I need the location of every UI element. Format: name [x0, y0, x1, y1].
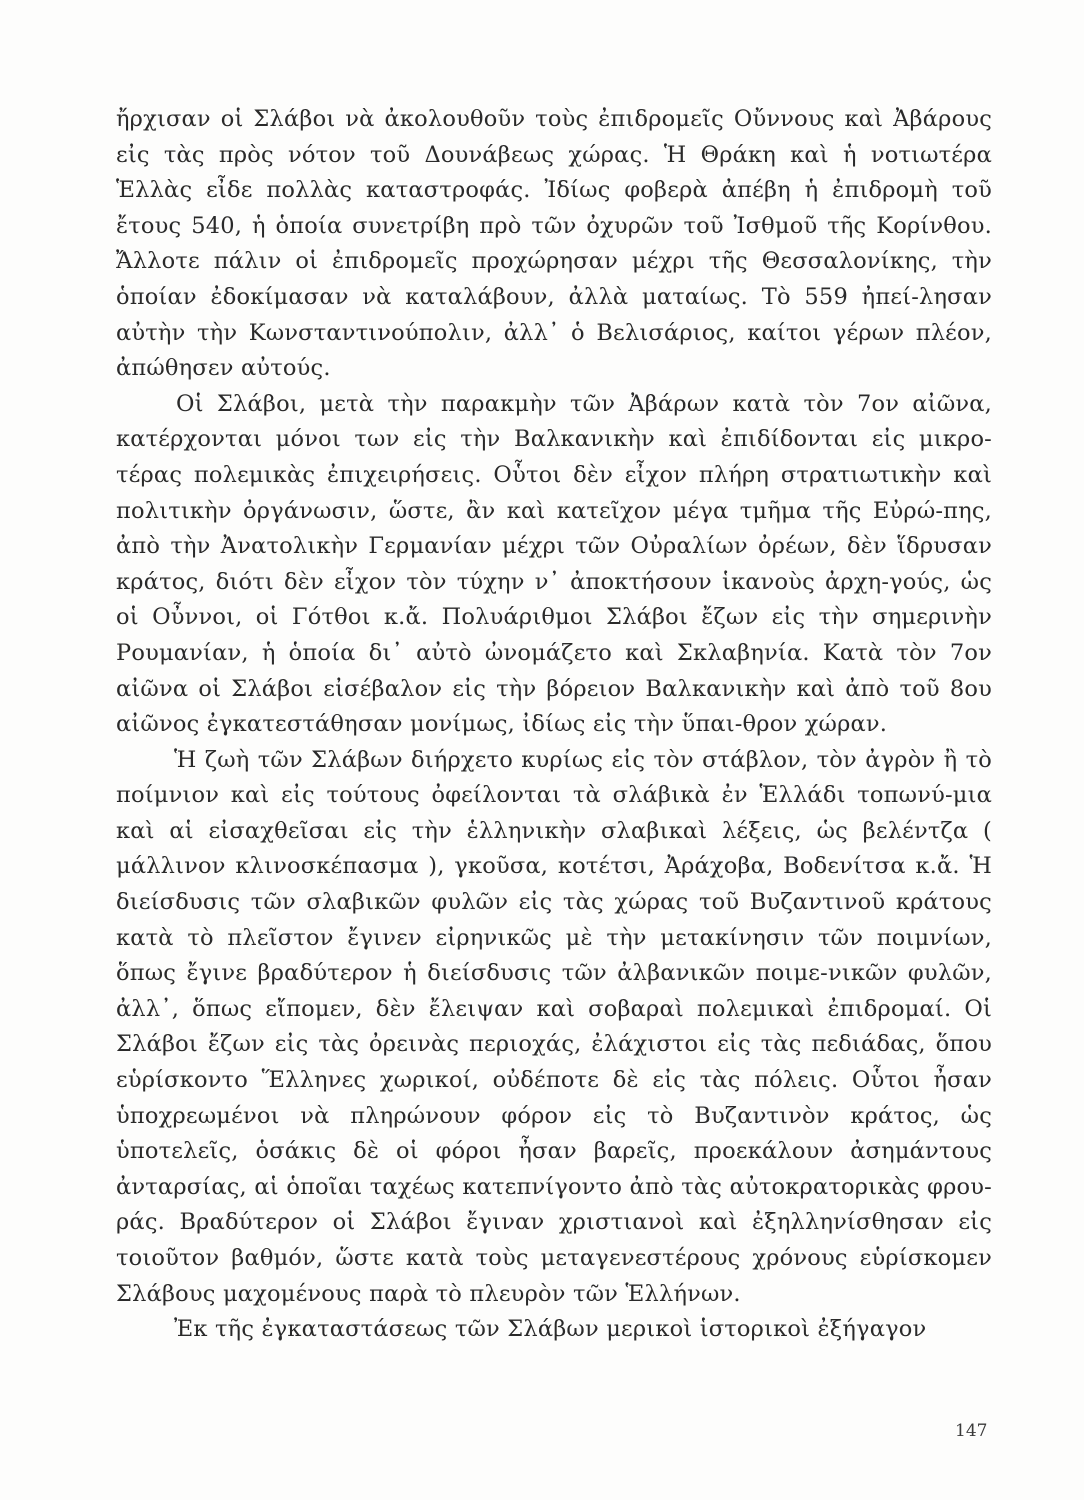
paragraph-4: Ἐκ τῆς ἐγκαταστάσεως τῶν Σλάβων μερικοὶ ἱστορικοὶ ἐξήγαγον	[174, 1316, 927, 1343]
paragraph-3: Ἡ ζωὴ τῶν Σλάβων διήρχετο κυρίως εἰς τὸν στάβλον, τὸν ἀγρὸν ἢ τὸ ποίμνιον καὶ εἰς τούτους ὀφείλονται τὰ σλάβικὰ ἐν Ἑλλάδι τοπωνύ-μια καὶ αἱ εἰσαχθεῖσαι εἰς τὴν ἑλληνικὴν σλαβικαὶ λέξεις, ὡς βελέντζα ( μάλλινον κλινοσκέπασμα ), γκοῦσα, κοτέτσι, Ἀράχοβα, Βοδενίτσα κ.ἄ. Ἡ διείσδυσις τῶν σλαβικῶν φυλῶν εἰς τὰς χώρας τοῦ Βυζαντινοῦ κράτους κατὰ τὸ πλεῖστον ἔγινεν εἰρηνικῶς μὲ τὴν μετακίνησιν τῶν ποιμνίων, ὅπως ἔγινε βραδύτερον ἡ διείσδυσις τῶν ἀλβανικῶν ποιμε-νικῶν φυλῶν, ἀλλ᾽, ὅπως εἴπομεν, δὲν ἔλειψαν καὶ σοβαραὶ πολεμικαὶ ἐπιδρομαί. Οἱ Σλάβοι ἔζων εἰς τὰς ὀρεινὰς περιοχάς, ἐλάχιστοι εἰς τὰς πεδιάδας, ὅπου εὑρίσκοντο Ἕλληνες χωρικοί, οὐδέποτε δὲ εἰς τὰς πόλεις. Οὗτοι ἦσαν ὑποχρεωμένοι νὰ πληρώνουν φόρον εἰς τὸ Βυζαντινὸν κράτος, ὡς ὑποτελεῖς, ὁσάκις δὲ οἱ φόροι ἦσαν βαρεῖς, προεκάλουν ἀσημάντους ἀνταρσίας, αἱ ὁποῖαι ταχέως κατεπνίγοντο ἀπὸ τὰς αὐτοκρατορικὰς φρου-ράς. Βραδύτερον οἱ Σλάβοι ἔγιναν χριστιανοὶ καὶ ἐξηλληνίσθησαν εἰς τοιοῦτον βαθμόν, ὥστε κατὰ τοὺς μεταγενεστέρους χρόνους εὑρίσκομεν Σλάβους μαχομένους παρὰ τὸ πλευρὸν τῶν Ἑλλήνων.	[116, 746, 992, 1307]
page-number: 147	[955, 1421, 988, 1441]
paragraph-1: ἤρχισαν οἱ Σλάβοι νὰ ἀκολουθοῦν τοὺς ἐπιδρομεῖς Οὔννους καὶ Ἀβάρους εἰς τὰς πρὸς νότον τοῦ Δουνάβεως χώρας. Ἡ Θράκη καὶ ἡ νοτιωτέρα Ἑλλὰς εἶδε πολλὰς καταστροφάς. Ἰδίως φοβερὰ ἀπέβη ἡ ἐπιδρομὴ τοῦ ἔτους 540, ἡ ὁποία συνετρίβη πρὸ τῶν ὀχυρῶν τοῦ Ἰσθμοῦ τῆς Κορίνθου. Ἄλλοτε πάλιν οἱ ἐπιδρομεῖς προχώρησαν μέχρι τῆς Θεσσαλονίκης, τὴν ὁποίαν ἐδοκίμασαν νὰ καταλάβουν, ἀλλὰ ματαίως. Τὸ 559 ἠπεί-λησαν αὐτὴν τὴν Κωνσταντινούπολιν, ἀλλ᾽ ὁ Βελισάριος, καίτοι γέρων πλέον, ἀπώθησεν αὐτούς.	[116, 106, 992, 382]
body-text	[116, 102, 992, 1348]
paragraph-2: Οἱ Σλάβοι, μετὰ τὴν παρακμὴν τῶν Ἀβάρων κατὰ τὸν 7ον αἰῶνα, κατέρχονται μόνοι των εἰς τὴν Βαλκανικὴν καὶ ἐπιδίδονται εἰς μικρο-τέρας πολεμικὰς ἐπιχειρήσεις. Οὗτοι δὲν εἶχον πλήρη στρατιωτικὴν καὶ πολιτικὴν ὀργάνωσιν, ὥστε, ἂν καὶ κατεῖχον μέγα τμῆμα τῆς Εὐρώ-πης, ἀπὸ τὴν Ἀνατολικὴν Γερμανίαν μέχρι τῶν Οὐραλίων ὀρέων, δὲν ἵδρυσαν κράτος, διότι δὲν εἶχον τὸν τύχην ν᾽ ἀποκτήσουν ἱκανοὺς ἀρχη-γούς, ὡς οἱ Οὖννοι, οἱ Γότθοι κ.ἄ. Πολυάριθμοι Σλάβοι ἔζων εἰς τὴν σημερινὴν Ρουμανίαν, ἡ ὁποία δι᾽ αὐτὸ ὠνομάζετο καὶ Σκλαβηνία. Κατὰ τὸν 7ον αἰῶνα οἱ Σλάβοι εἰσέβαλον εἰς τὴν βόρειον Βαλκανικὴν καὶ ἀπὸ τοῦ 8ου αἰῶνος ἐγκατεστάθησαν μονίμως, ἰδίως εἰς τὴν ὕπαι-θρον χώραν.	[116, 390, 992, 738]
